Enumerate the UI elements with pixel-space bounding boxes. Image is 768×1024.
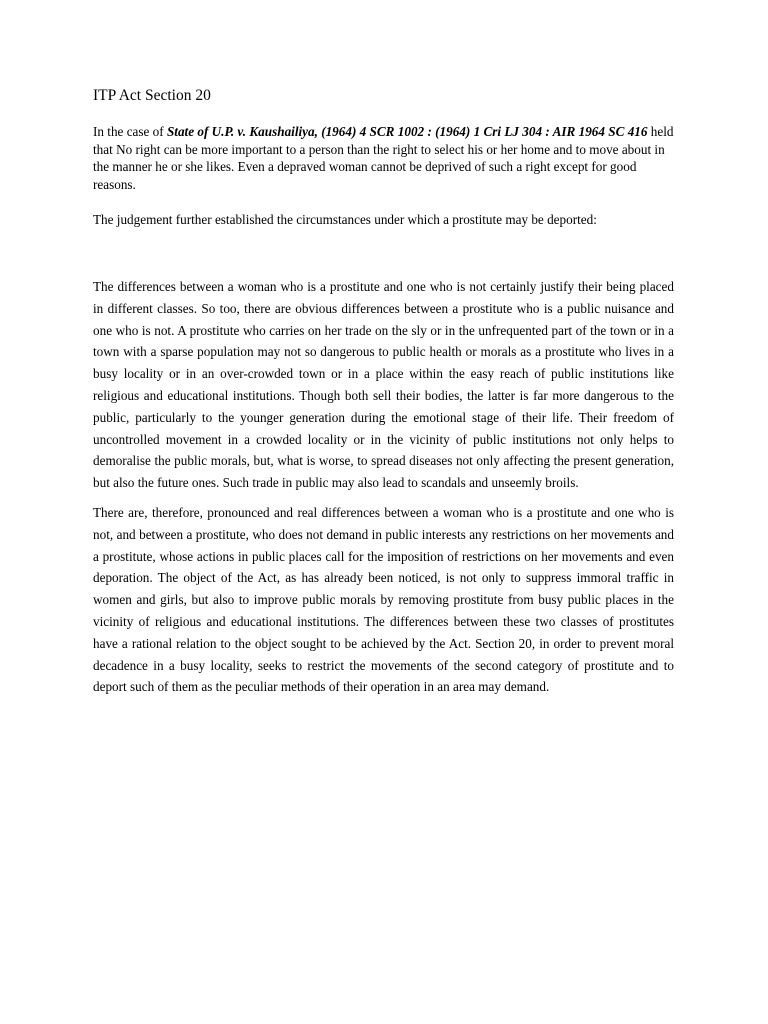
- intro-suffix: held that No right can be more important to a person than the right to select his or her home and to move about in the manner he or she likes. Even a depraved woman cannot be deprived of such a right except for good reasons.: [93, 124, 674, 192]
- case-citation: State of U.P. v. Kaushailiya, (1964) 4 SCR 1002 : (1964) 1 Cri LJ 304 : AIR 1964 SC 416: [166, 124, 648, 139]
- intro-paragraph: [93, 123, 674, 193]
- lead-paragraph: The judgement further established the circumstances under which a prostitute may be deported:: [93, 212, 597, 227]
- body-paragraph-2: There are, therefore, pronounced and real differences between a woman who is a prostitute and one who is not, and between a prostitute, who does not demand in public interests any restrictions on her movements and a prostitute, whose actions in public places call for the imposition of restrictions on her movements and even deporation. The object of the Act, as has already been noticed, is not only to suppress immoral traffic in women and girls, but also to improve public morals by removing prostitute from busy public places in the vicinity of religious and educational institutions. The differences between these two classes of prostitutes have a rational relation to the object sought to be achieved by the Act. Section 20, in order to prevent moral decadence in a busy locality, seeks to restrict the movements of the second category of prostitute and to deport such of them as the peculiar methods of their operation in an area may demand.: [93, 504, 674, 695]
- document-title: ITP Act Section 20: [93, 87, 211, 104]
- body-paragraph-1: The differences between a woman who is a prostitute and one who is not certainly justify their being placed in different classes. So too, there are obvious differences between a prostitute who is a public nuisance and one who is not. A prostitute who carries on her trade on the sly or in the unfrequented part of the town or in a town with a sparse population may not so dangerous to public health or morals as a prostitute who lives in a busy locality or in an over-crowded town or in a place within the easy reach of public institutions like religious and educational institutions. Though both sell their bodies, the latter is far more dangerous to the public, particularly to the younger generation during the emotional stage of their life. Their freedom of uncontrolled movement in a crowded locality or in the vicinity of public institutions not only helps to demoralise the public morals, but, what is worse, to spread diseases not only affecting the present generation, but also the future ones. Such trade in public may also lead to scandals and unseemly broils.: [93, 279, 674, 491]
- intro-prefix: In the case of: [93, 124, 167, 139]
- document-page: [93, 86, 674, 706]
